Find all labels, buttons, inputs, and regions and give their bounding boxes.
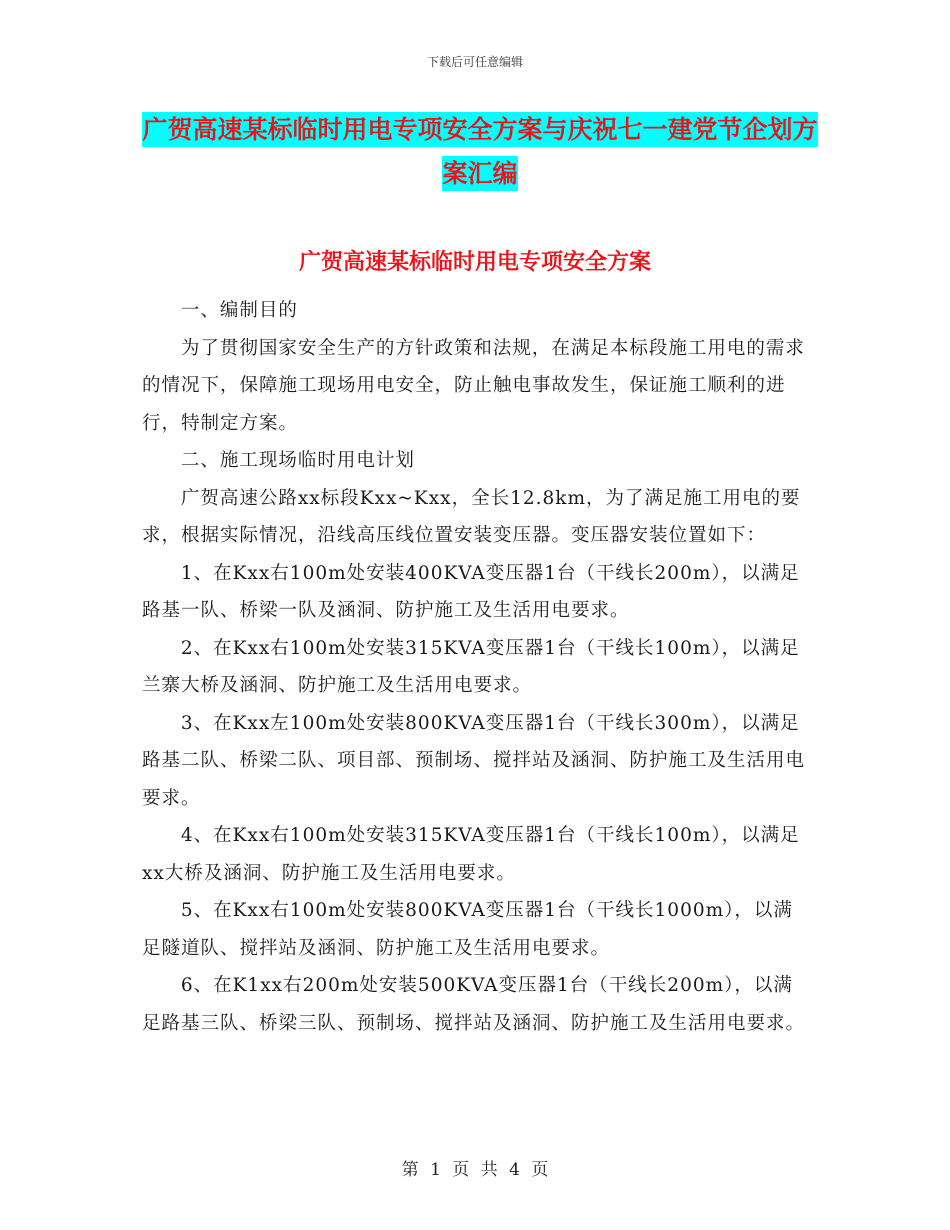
header-note: 下载后可任意编辑 xyxy=(426,55,523,69)
heading-purpose: 一、编制目的 xyxy=(180,300,298,321)
list-item-transformer-4: 4、在Kxx右100m处安装315KVA变压器1台（干线长100m），以满足xx大桥及涵洞、防护施工及生活用电要求。 xyxy=(142,825,800,884)
document-title-text: 广贺高速某标临时用电专项安全方案与庆祝七一建党节企划方案汇编 xyxy=(142,112,817,191)
list-item-transformer-2: 2、在Kxx右100m处安装315KVA变压器1台（干线长100m），以满足兰寨大桥及涵洞、防护施工及生活用电要求。 xyxy=(142,637,800,696)
page-number: 第 1 页 共 4 页 xyxy=(401,1160,549,1180)
section-title: 广贺高速某标临时用电专项安全方案 xyxy=(298,250,651,275)
document-body xyxy=(142,292,810,1042)
list-item-transformer-1: 1、在Kxx右100m处安装400KVA变压器1台（干线长200m），以满足路基一队、桥梁一队及涵洞、防护施工及生活用电要求。 xyxy=(142,562,800,621)
paragraph-power-plan: 广贺高速公路xx标段Kxx~Kxx，全长12.8km，为了满足施工用电的要求，根据实际情况，沿线高压线位置安装变压器。变压器安装位置如下： xyxy=(142,487,801,546)
list-item-transformer-3: 3、在Kxx左100m处安装800KVA变压器1台（干线长300m），以满足路基二队、桥梁二队、项目部、预制场、搅拌站及涵洞、防护施工及生活用电要求。 xyxy=(142,712,806,809)
heading-power-plan: 二、施工现场临时用电计划 xyxy=(180,450,415,471)
list-item-transformer-6: 6、在K1xx右200m处安装500KVA变压器1台（干线长200m），以满足路基三队、桥梁三队、预制场、搅拌站及涵洞、防护施工及生活用电要求。 xyxy=(142,975,806,1034)
list-item-transformer-5: 5、在Kxx右100m处安装800KVA变压器1台（干线长1000m），以满足隧道队、搅拌站及涵洞、防护施工及生活用电要求。 xyxy=(142,900,793,959)
paragraph-purpose: 为了贯彻国家安全生产的方针政策和法规，在满足本标段施工用电的需求的情况下，保障施工现场用电安全，防止触电事故发生，保证施工顺利的进行，特制定方案。 xyxy=(142,337,805,434)
document-title xyxy=(140,108,820,196)
